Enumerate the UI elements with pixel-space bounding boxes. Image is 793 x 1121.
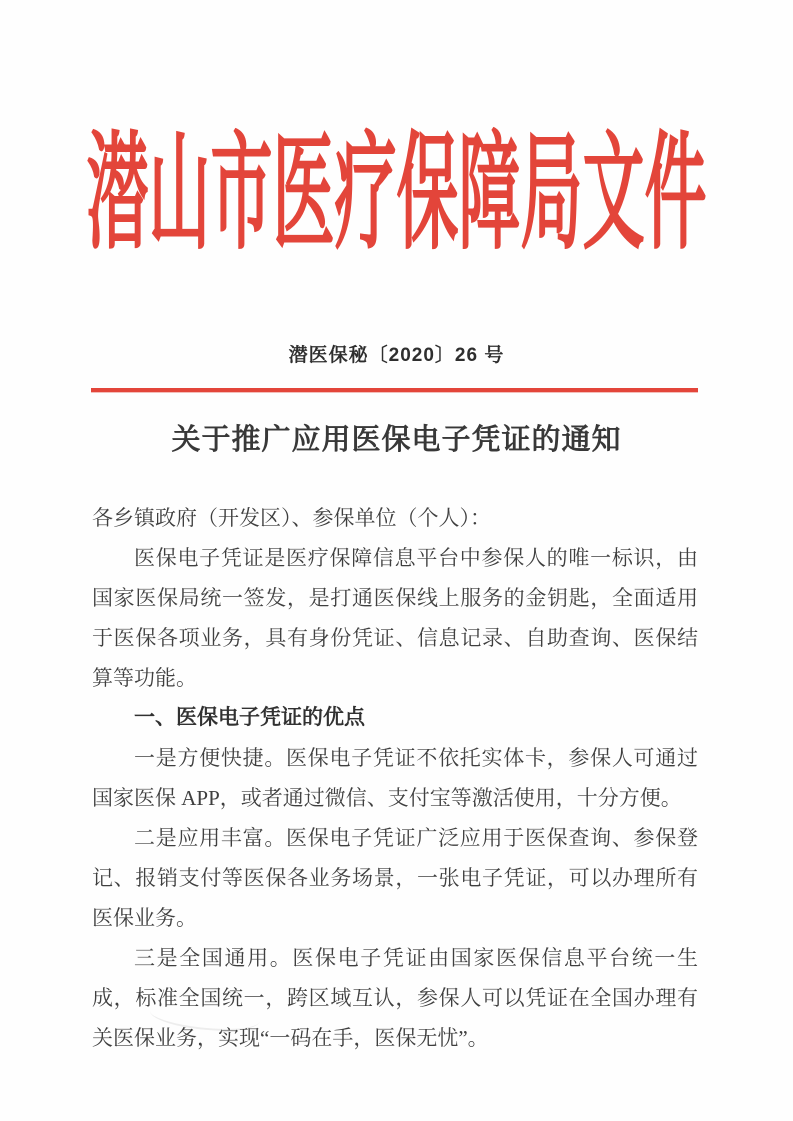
paragraph-point-nationwide: 三是全国通用。医保电子凭证由国家医保信息平台统一生成，标准全国统一，跨区域互认，参保人可以凭证在全国办理有关医保业务，实现“一码在手，医保无忧”。 [92, 946, 698, 1050]
paragraph-point-rich-applications: 二是应用丰富。医保电子凭证广泛应用于医保查询、参保登记、报销支付等医保各业务场景，一张电子凭证，可以办理所有医保业务。 [92, 826, 698, 930]
section-heading-advantages: 一、医保电子凭证的优点 [134, 706, 365, 729]
paragraph-intro: 医保电子凭证是医疗保障信息平台中参保人的唯一标识，由国家医保局统一签发，是打通医保线上服务的金钥匙，全面适用于医保各项业务，具有身份凭证、信息记录、自助查询、医保结算等功能。 [92, 546, 698, 690]
document-title: 关于推广应用医保电子凭证的通知 [171, 424, 622, 456]
paragraph-point-convenient: 一是方便快捷。医保电子凭证不依托实体卡，参保人可通过国家医保 APP，或者通过微信、支付宝等激活使用，十分方便。 [92, 746, 698, 810]
agency-masthead-title: 潜山市医疗保障局文件 [86, 126, 707, 266]
salutation-line: 各乡镇政府（开发区）、参保单位（个人）： [92, 506, 491, 530]
document-body [92, 498, 698, 1058]
header-divider-line [91, 388, 698, 392]
document-number: 潜医保秘〔2020〕26 号 [288, 345, 505, 366]
